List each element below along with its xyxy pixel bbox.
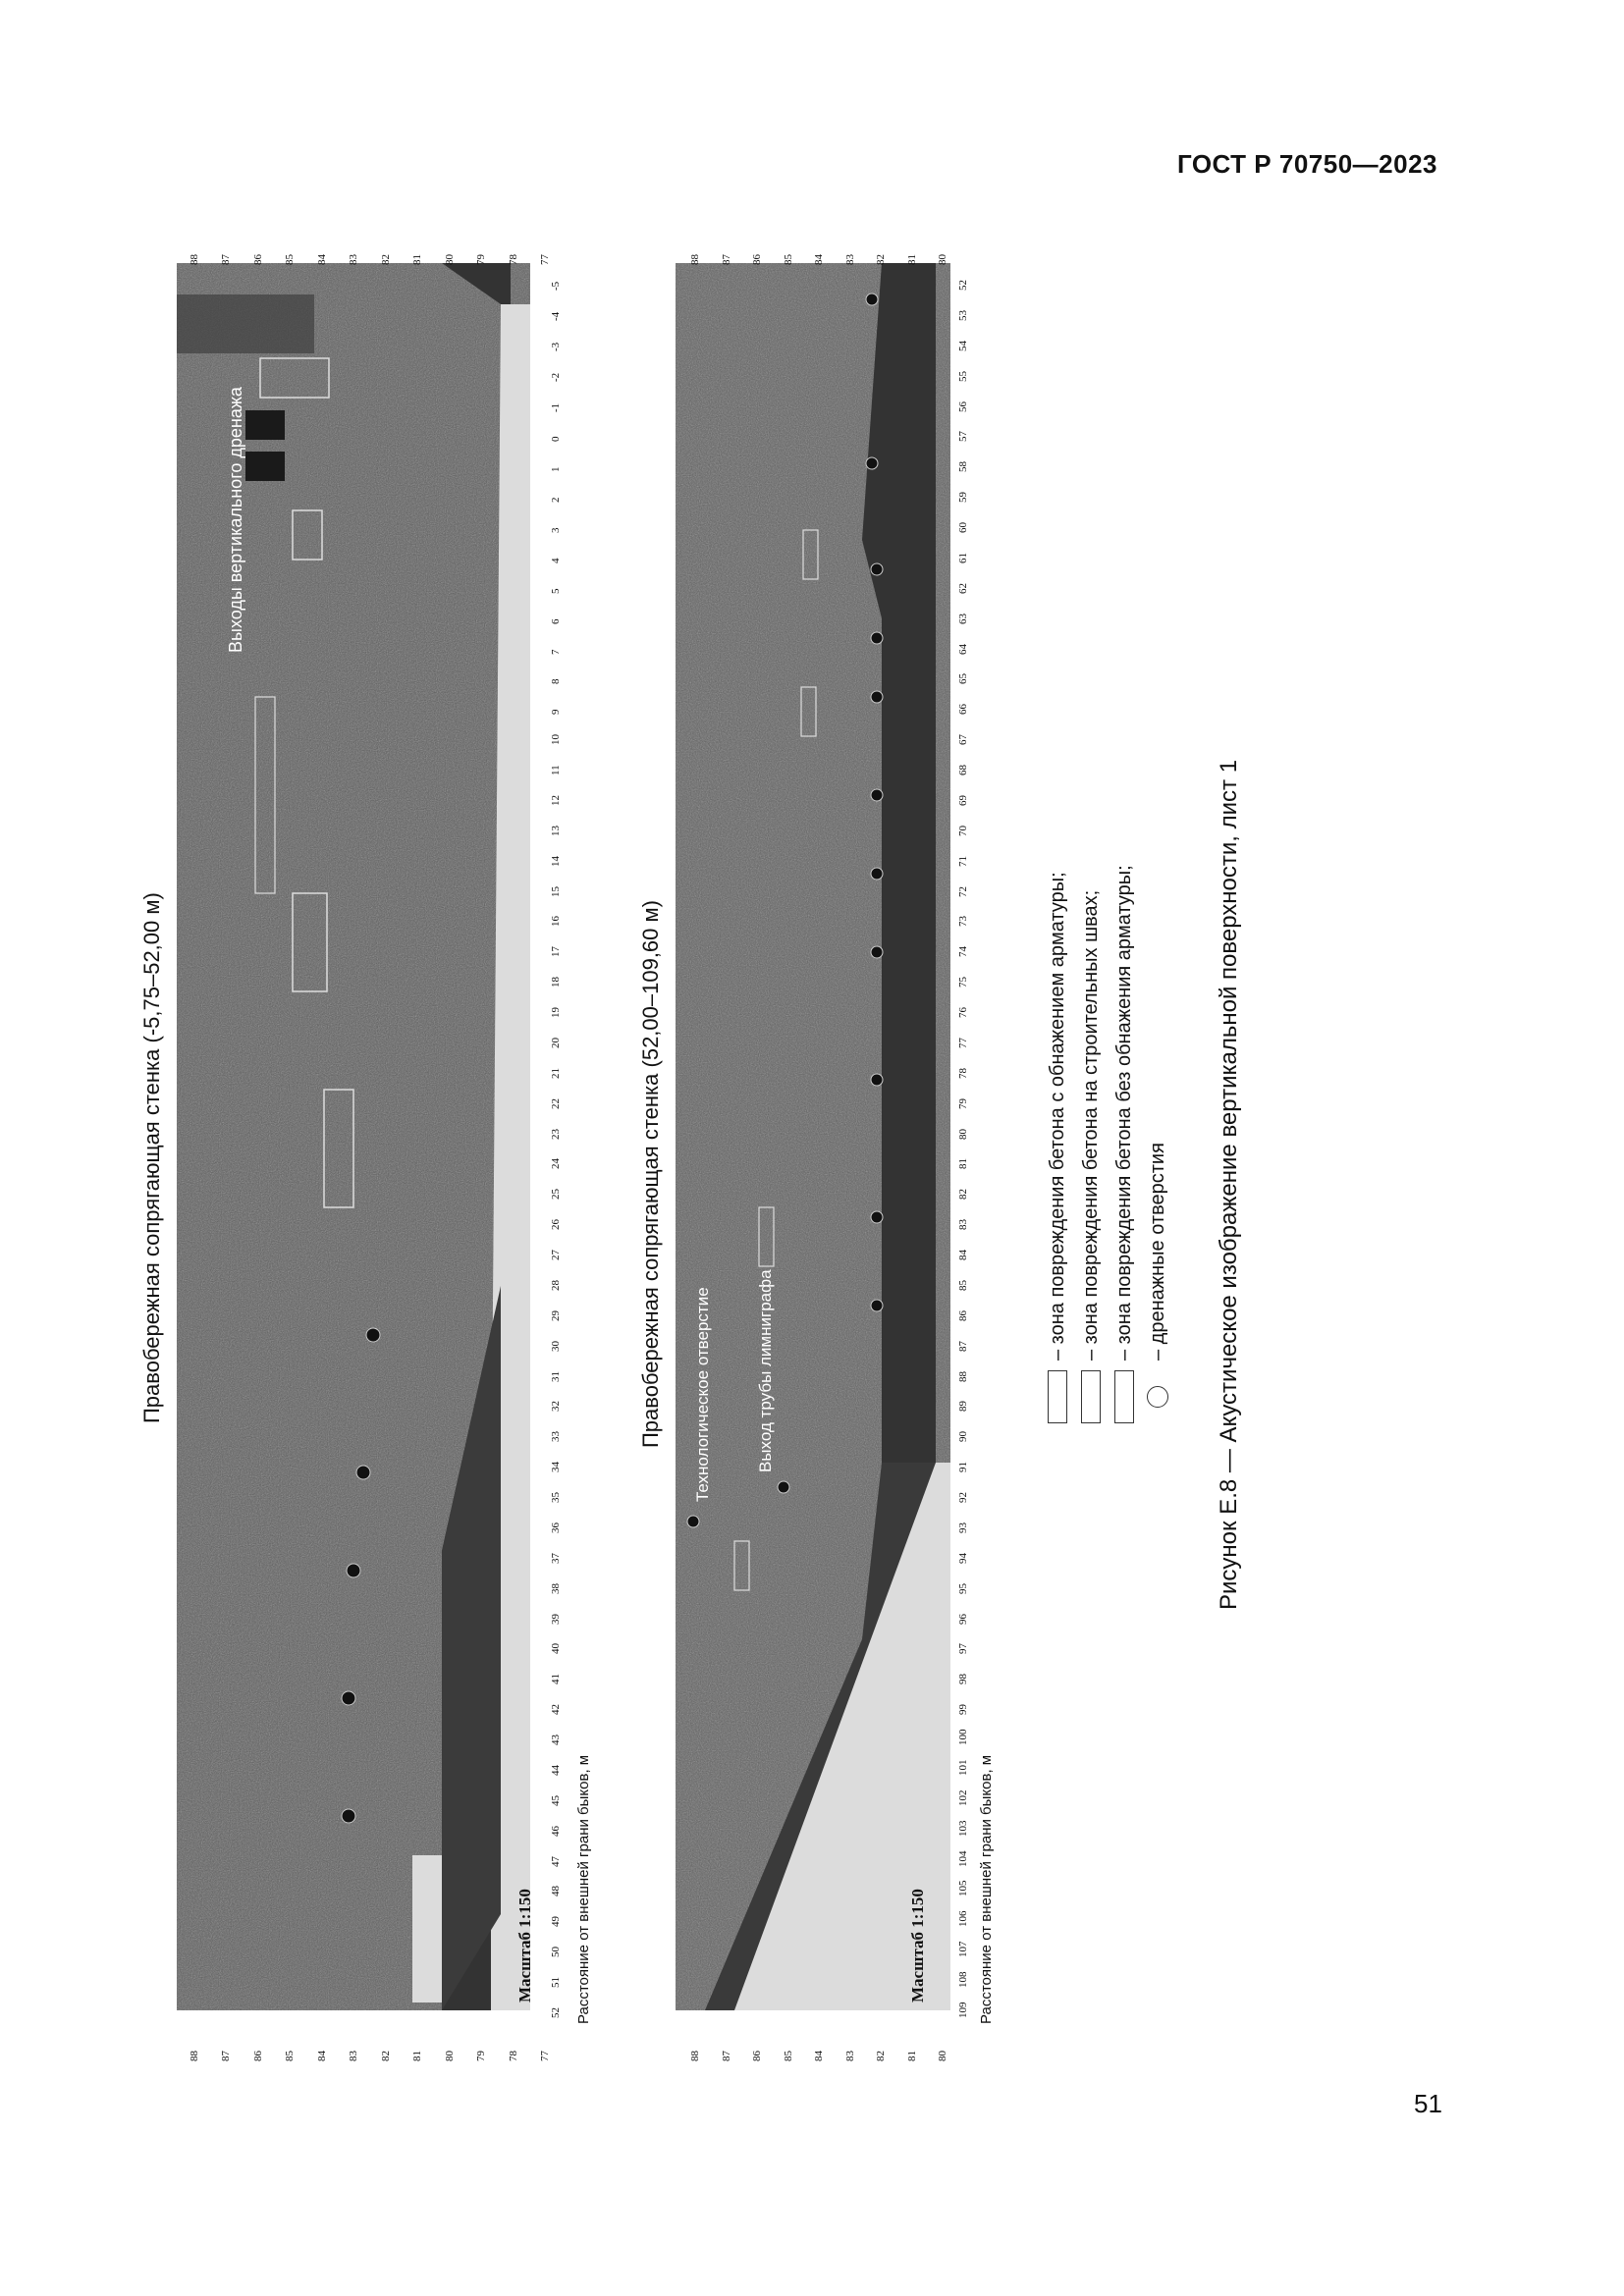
figure-caption: Рисунок Е.8 — Акустическое изображение вертикальной поверхности, лист 1: [1216, 759, 1242, 1610]
elevation-tick-label: 87: [220, 2051, 233, 2061]
distance-tick-label: 33: [550, 1431, 562, 1443]
elevation-tick-label: 85: [782, 254, 794, 265]
distance-tick-label: 48: [550, 1886, 562, 1897]
distance-tick-label: 75: [957, 977, 969, 988]
distance-tick-label: 34: [550, 1462, 562, 1473]
elevation-tick-label: 88: [189, 2051, 200, 2061]
distance-tick-label: 60: [957, 522, 969, 534]
elevation-tick-label: 80: [443, 2051, 456, 2061]
distance-tick-label: 40: [550, 1643, 562, 1655]
distance-tick-label: 109: [957, 2002, 969, 2018]
distance-tick-label: 27: [550, 1250, 562, 1261]
elevation-tick-label: 87: [220, 254, 233, 265]
distance-tick-label: 68: [957, 765, 969, 776]
panel-2-title: Правобережная сопрягающая стенка (52,00–109,60 м): [638, 900, 663, 1448]
distance-tick-label: 78: [957, 1067, 969, 1079]
sonar-panel-2: [676, 245, 970, 2042]
distance-tick-label: 1: [550, 466, 562, 473]
distance-tick-label: 32: [550, 1401, 562, 1413]
distance-tick-label: 3: [550, 527, 562, 534]
distance-tick-label: 13: [550, 825, 562, 836]
elevation-tick-label: 78: [507, 254, 519, 265]
distance-tick-label: 42: [550, 1704, 562, 1716]
distance-tick-label: 36: [550, 1522, 562, 1533]
distance-tick-label: 86: [957, 1309, 969, 1321]
elevation-tick-label: 77: [539, 2051, 551, 2061]
distance-tick-label: 37: [550, 1552, 562, 1564]
distance-tick-label: 103: [957, 1820, 969, 1837]
panel-2-distance-label: Расстояние от внешней грани быков, м: [978, 1754, 995, 2024]
distance-tick-label: 23: [550, 1128, 562, 1140]
elevation-tick-label: 80: [443, 254, 456, 265]
elevation-tick-label: 85: [782, 2051, 794, 2061]
legend-rect-symbol: [1081, 1370, 1101, 1423]
elevation-tick-label: 77: [539, 254, 551, 265]
distance-tick-label: 108: [957, 1971, 969, 1989]
distance-tick-label: 22: [550, 1097, 562, 1109]
legend-item: [1108, 865, 1141, 1423]
legend-text: – зона повреждения бетона с обнажением арматуры;: [1046, 872, 1068, 1361]
distance-tick-label: 53: [957, 309, 969, 321]
distance-tick-label: 81: [957, 1158, 969, 1170]
distance-tick-label: 18: [550, 977, 562, 988]
distance-tick-label: 74: [957, 946, 969, 958]
distance-tick-label: 56: [957, 400, 969, 412]
distance-tick-label: 0: [550, 436, 562, 443]
distance-tick-label: 97: [957, 1643, 969, 1655]
distance-tick-label: 28: [550, 1279, 562, 1291]
distance-tick-label: 43: [550, 1735, 562, 1746]
distance-tick-label: 71: [957, 855, 969, 867]
distance-tick-label: 69: [957, 794, 969, 806]
distance-tick-label: 35: [550, 1492, 562, 1504]
distance-tick-label: 6: [550, 618, 562, 624]
legend-text: – зона повреждения бетона на строительных швах;: [1079, 889, 1102, 1361]
distance-tick-label: 52: [550, 2007, 562, 2018]
distance-tick-label: 25: [550, 1189, 562, 1201]
distance-tick-label: 96: [957, 1613, 969, 1625]
distance-tick-label: 106: [957, 1910, 969, 1928]
elevation-tick-label: 81: [905, 2051, 918, 2061]
distance-tick-label: 26: [550, 1219, 562, 1231]
distance-tick-label: 51: [550, 1977, 562, 1989]
distance-tick-label: 99: [957, 1704, 969, 1716]
elevation-tick-label: 80: [937, 2051, 948, 2061]
distance-tick-label: 79: [957, 1097, 969, 1109]
distance-tick-label: 73: [957, 916, 969, 928]
distance-tick-label: 101: [957, 1759, 969, 1776]
distance-tick-label: 85: [957, 1279, 969, 1291]
distance-tick-label: 87: [957, 1340, 969, 1352]
distance-tick-label: 47: [550, 1855, 562, 1867]
elevation-tick-label: 87: [720, 2051, 732, 2061]
distance-tick-label: 94: [957, 1552, 969, 1564]
distance-tick-label: 14: [550, 855, 562, 867]
distance-tick-label: 91: [957, 1462, 969, 1473]
distance-tick-label: 30: [550, 1340, 562, 1352]
distance-tick-label: 64: [957, 643, 969, 655]
elevation-tick-label: 84: [813, 2051, 825, 2061]
distance-tick-label: -2: [550, 372, 562, 382]
elevation-tick-label: 85: [284, 2051, 297, 2061]
elevation-tick-label: 81: [411, 2051, 424, 2061]
distance-tick-label: 92: [957, 1492, 969, 1504]
distance-tick-label: 90: [957, 1431, 969, 1443]
distance-tick-label: 52: [957, 280, 969, 291]
sonar-image-2: [676, 245, 970, 2042]
elevation-tick-label: 83: [348, 2051, 360, 2061]
legend-item: [1041, 865, 1074, 1423]
distance-tick-label: 72: [957, 885, 969, 897]
distance-tick-label: 8: [550, 678, 562, 685]
distance-tick-label: 105: [957, 1880, 969, 1897]
elevation-tick-label: 86: [751, 2051, 763, 2061]
document-id: ГОСТ Р 70750—2023: [1176, 149, 1437, 179]
page-number: 51: [1414, 2089, 1442, 2118]
elevation-tick-label: 81: [411, 254, 424, 265]
legend-item: [1074, 865, 1108, 1423]
panel-2-scale-label: Масштаб 1:150: [908, 1889, 927, 2002]
distance-tick-label: 24: [550, 1158, 562, 1170]
distance-tick-label: -1: [550, 402, 562, 412]
legend-text: – дренажные отверстия: [1146, 1143, 1168, 1361]
distance-tick-label: 98: [957, 1674, 969, 1685]
distance-tick-label: -5: [550, 281, 562, 291]
legend: [1041, 865, 1174, 1423]
distance-tick-label: 88: [957, 1370, 969, 1382]
legend-item: [1141, 865, 1174, 1423]
legend-circle-symbol: [1147, 1386, 1168, 1408]
distance-tick-label: 104: [957, 1850, 969, 1867]
elevation-tick-label: 86: [251, 254, 264, 265]
elevation-tick-label: 79: [475, 254, 488, 265]
distance-tick-label: -4: [550, 311, 562, 321]
panel-1-annotation: Выходы вертикального дренажа: [226, 387, 245, 653]
distance-tick-label: 46: [550, 1825, 562, 1837]
legend-text: – зона повреждения бетона без обнажения арматуры;: [1112, 865, 1135, 1361]
distance-tick-label: 57: [957, 431, 969, 443]
elevation-tick-label: 84: [315, 2051, 328, 2061]
elevation-tick-label: 84: [315, 254, 328, 265]
distance-tick-label: 17: [550, 946, 562, 958]
distance-tick-label: 15: [550, 885, 562, 897]
elevation-tick-label: 81: [905, 254, 918, 265]
distance-tick-label: 93: [957, 1522, 969, 1533]
distance-tick-label: 31: [550, 1370, 562, 1382]
distance-tick-label: 39: [550, 1613, 562, 1625]
distance-tick-label: 2: [550, 497, 562, 504]
elevation-tick-label: 82: [379, 254, 392, 265]
distance-tick-label: 82: [957, 1189, 969, 1201]
elevation-tick-label: 88: [689, 254, 701, 265]
distance-tick-label: 66: [957, 704, 969, 716]
distance-tick-label: 100: [957, 1729, 969, 1746]
distance-tick-label: 5: [550, 588, 562, 594]
panel-1-scale-label: Масштаб 1:150: [515, 1889, 534, 2002]
panel-2-annotation-limnigraph: Выход трубы лимниграфа: [756, 1269, 775, 1472]
distance-tick-label: 49: [550, 1916, 562, 1928]
distance-tick-label: 63: [957, 613, 969, 624]
panel-1-distance-label: Расстояние от внешней грани быков, м: [575, 1754, 592, 2024]
distance-tick-label: 76: [957, 1007, 969, 1019]
elevation-tick-label: 85: [284, 254, 297, 265]
elevation-tick-label: 86: [251, 2051, 264, 2061]
elevation-tick-label: 86: [751, 254, 763, 265]
elevation-tick-label: 83: [843, 2051, 856, 2061]
distance-tick-label: 29: [550, 1309, 562, 1321]
elevation-tick-label: 88: [189, 254, 200, 265]
elevation-tick-label: 88: [689, 2051, 701, 2061]
distance-tick-label: 58: [957, 461, 969, 473]
elevation-tick-label: 79: [475, 2051, 488, 2061]
distance-tick-label: 4: [550, 558, 562, 563]
elevation-tick-label: 83: [843, 254, 856, 265]
distance-tick-label: 77: [957, 1037, 969, 1048]
distance-tick-label: 38: [550, 1582, 562, 1594]
distance-tick-label: 61: [957, 552, 969, 563]
distance-tick-label: 80: [957, 1128, 969, 1140]
distance-tick-label: 44: [550, 1764, 562, 1776]
distance-tick-label: 59: [957, 492, 969, 504]
distance-tick-label: 10: [550, 734, 562, 746]
elevation-tick-label: 80: [937, 254, 948, 265]
distance-tick-label: 62: [957, 582, 969, 594]
distance-tick-label: 7: [550, 649, 562, 655]
distance-tick-label: 107: [957, 1941, 969, 1958]
distance-tick-label: 11: [550, 765, 562, 776]
distance-tick-label: 20: [550, 1037, 562, 1048]
distance-tick-label: 89: [957, 1401, 969, 1413]
distance-tick-label: 95: [957, 1582, 969, 1594]
panel-1-title: Правобережная сопрягающая стенка (-5,75–52,00 м): [139, 892, 164, 1423]
distance-tick-label: 41: [550, 1674, 562, 1685]
elevation-tick-label: 83: [348, 254, 360, 265]
elevation-tick-label: 82: [379, 2051, 392, 2061]
distance-tick-label: 9: [550, 709, 562, 716]
distance-tick-label: 65: [957, 673, 969, 685]
panel-2-annotation-tech-hole: Технологическое отверстие: [693, 1287, 712, 1502]
distance-tick-label: 84: [957, 1250, 969, 1261]
elevation-tick-label: 82: [875, 254, 887, 265]
legend-rect-symbol: [1048, 1370, 1067, 1423]
distance-tick-label: 102: [957, 1789, 969, 1806]
distance-tick-label: 54: [957, 340, 969, 351]
elevation-tick-label: 87: [720, 254, 732, 265]
distance-tick-label: 45: [550, 1794, 562, 1806]
distance-tick-label: 19: [550, 1007, 562, 1019]
distance-tick-label: 16: [550, 916, 562, 928]
distance-tick-label: 83: [957, 1219, 969, 1231]
distance-tick-label: 50: [550, 1947, 562, 1958]
distance-tick-label: 55: [957, 370, 969, 382]
elevation-tick-label: 82: [875, 2051, 887, 2061]
distance-tick-label: 12: [550, 794, 562, 806]
legend-rect-symbol: [1114, 1370, 1134, 1423]
distance-tick-label: -3: [550, 342, 562, 351]
distance-tick-label: 67: [957, 734, 969, 746]
distance-tick-label: 70: [957, 825, 969, 836]
elevation-tick-label: 78: [507, 2051, 519, 2061]
distance-tick-label: 21: [550, 1067, 562, 1079]
elevation-tick-label: 84: [813, 254, 825, 265]
